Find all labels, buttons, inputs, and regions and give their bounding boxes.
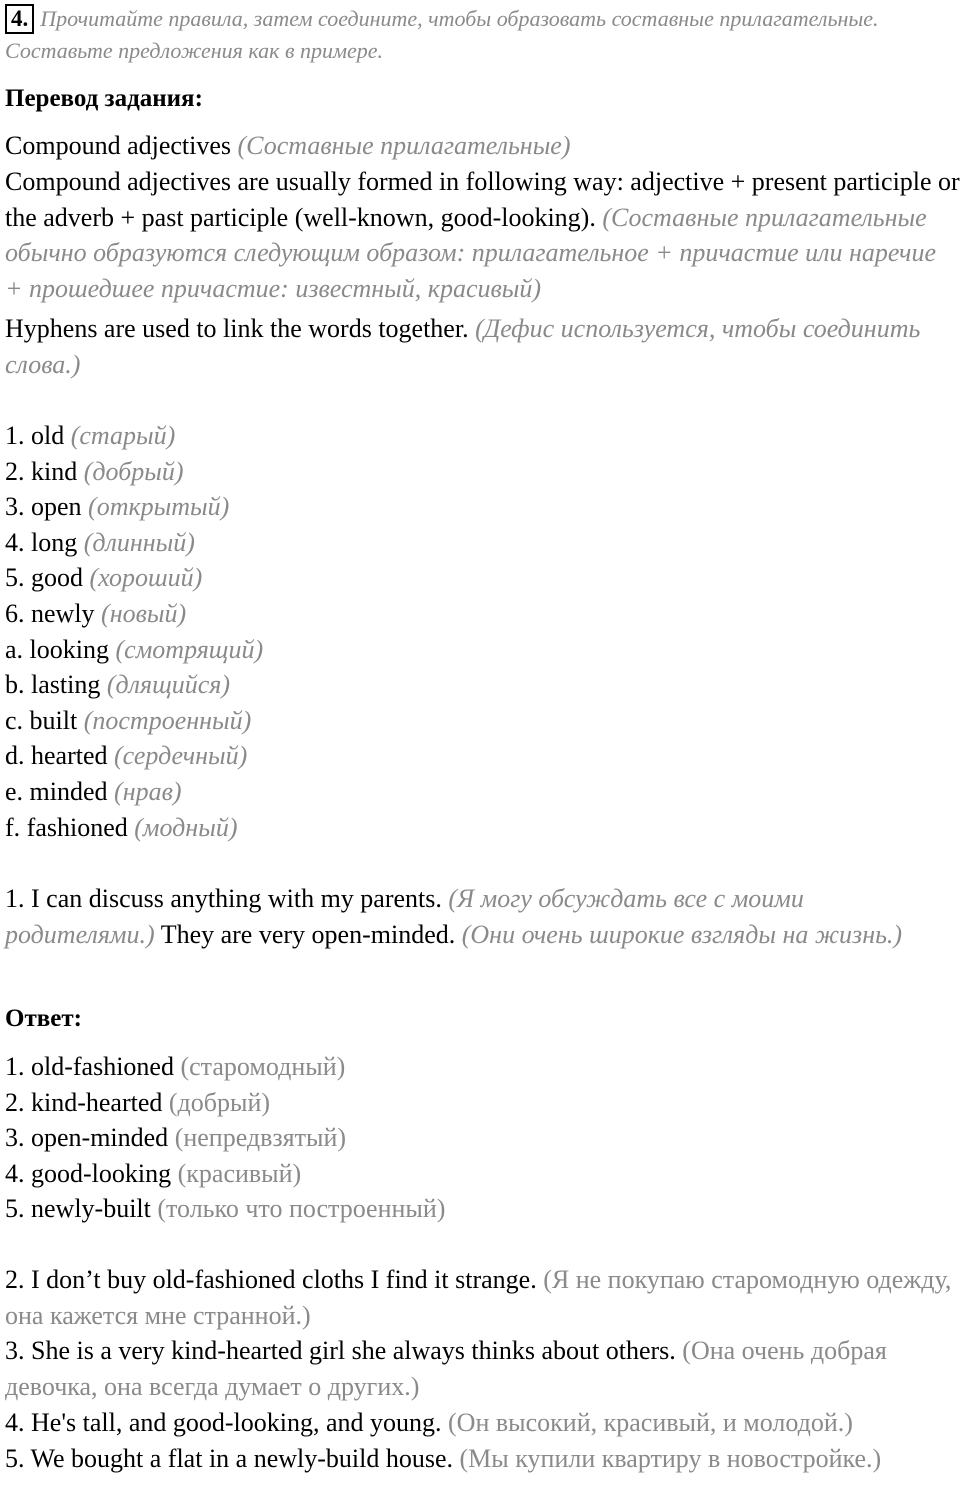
answer-sentence-en: 3. She is a very kind-hearted girl she always thinks about others. (5, 1336, 676, 1366)
word-part-item (5, 774, 263, 810)
answer-item (5, 1049, 445, 1085)
word-part-item-ru: (старый) (70, 421, 176, 450)
word-part-item (5, 525, 263, 561)
word-part-item-en: 3. open (5, 492, 82, 522)
task-number: 4. (5, 4, 34, 34)
answers-list (5, 1049, 445, 1227)
example-s1-ru: (Я могу обсуждать все с моими родителями.) (5, 884, 804, 949)
answer-item-en: 3. open-minded (5, 1123, 169, 1153)
word-part-item-ru: (модный) (134, 812, 238, 842)
word-part-item-en: b. lasting (5, 670, 101, 700)
word-part-item-ru: (построенный) (83, 705, 252, 735)
rule-hyphens (5, 311, 960, 382)
answer-sentence (5, 1405, 960, 1441)
rule-hyphens-en: Hyphens are used to link the words together. (5, 314, 469, 343)
word-part-item-ru: (смотрящий) (115, 634, 264, 664)
answer-item-ru: (старомодный) (180, 1052, 346, 1081)
word-part-item (5, 489, 263, 525)
word-part-item (5, 703, 263, 739)
word-part-item (5, 810, 263, 846)
answer-sentence-ru: (Он высокий, красивый, и молодой.) (448, 1407, 853, 1437)
translation-heading: Перевод задания: (5, 85, 203, 112)
example-s2-en: They are very open-minded. (160, 919, 456, 949)
word-part-item-ru: (открытый) (88, 492, 230, 522)
word-part-item-ru: (нрав) (114, 776, 182, 806)
answer-sentence-en: 2. I don’t buy old-fashioned cloths I find it strange. (5, 1265, 537, 1294)
answer-item-en: 4. good-looking (5, 1158, 172, 1188)
answer-sentence-en: 5. We bought a flat in a newly-build house. (5, 1443, 454, 1473)
answer-item (5, 1156, 445, 1192)
answer-heading: Ответ: (5, 1005, 82, 1032)
word-part-item-en: 6. newly (5, 598, 95, 628)
word-parts-list (5, 418, 263, 845)
rules-title (5, 128, 960, 164)
word-part-item (5, 596, 263, 632)
word-part-item (5, 632, 263, 668)
word-part-item-en: d. hearted (5, 741, 108, 771)
word-part-item-ru: (длинный) (83, 527, 195, 557)
word-part-item-en: 4. long (5, 527, 78, 557)
word-part-item-en: 2. kind (5, 456, 78, 486)
answer-sentence (5, 1262, 960, 1333)
rules-title-ru: (Составные прилагательные) (237, 131, 571, 160)
answer-sentence (5, 1441, 960, 1477)
rule-formation-en: Compound adjectives are usually formed in following way: adjective + present participle or the adverb + past participle (well-known, good-looking). (5, 167, 960, 232)
answer-sentence-en: 4. He's tall, and good-looking, and young. (5, 1407, 442, 1437)
word-part-item (5, 418, 263, 454)
rule-hyphens-ru: (Дефис используется, чтобы соединить слова.) (5, 314, 921, 379)
rule-formation-ru: (Составные прилагательные обычно образуются следующим образом: прилагательное + причастие или наречие + прошедшее причастие: известный, красивый) (5, 202, 936, 304)
word-part-item-ru: (длящийся) (106, 670, 230, 700)
answer-item-en: 1. old-fashioned (5, 1052, 174, 1081)
answer-item-ru: (только что построенный) (157, 1194, 446, 1224)
answer-item-ru: (добрый) (168, 1087, 271, 1117)
task-instruction (5, 3, 955, 67)
word-part-item-en: 5. good (5, 563, 83, 593)
answer-item (5, 1085, 445, 1121)
word-part-item-en: a. looking (5, 634, 109, 664)
rule-formation (5, 164, 960, 307)
rules-title-en: Compound adjectives (5, 131, 232, 160)
answer-sentence-ru: (Мы купили квартиру в новостройке.) (459, 1443, 882, 1473)
answer-item-ru: (непредвзятый) (174, 1123, 347, 1153)
word-part-item-ru: (сердечный) (114, 741, 248, 771)
word-part-item-en: e. minded (5, 776, 108, 806)
word-part-item (5, 454, 263, 490)
answer-sentence (5, 1333, 960, 1404)
word-part-item-ru: (новый) (101, 598, 187, 628)
task-instruction-text: Прочитайте правила, затем соедините, чтобы образовать составные прилагательные. Составьте предложения как в примере. (5, 6, 879, 63)
word-part-item-en: f. fashioned (5, 812, 128, 842)
example-s2-ru: (Они очень широкие взгляды на жизнь.) (461, 919, 903, 949)
answer-item-en: 5. newly-built (5, 1194, 151, 1224)
answer-sentence-ru: (Она очень добрая девочка, она всегда думает о других.) (5, 1336, 887, 1402)
word-part-item-en: 1. old (5, 421, 65, 450)
word-part-item (5, 667, 263, 703)
word-part-item-ru: (добрый) (83, 456, 184, 486)
example-s1-en: 1. I can discuss anything with my parents. (5, 884, 442, 913)
answer-item (5, 1191, 445, 1227)
example-sentence (5, 881, 960, 952)
word-part-item-ru: (хороший) (89, 563, 203, 593)
answer-item (5, 1120, 445, 1156)
word-part-item-en: c. built (5, 705, 78, 735)
answer-item-ru: (красивый) (177, 1158, 302, 1188)
word-part-item (5, 560, 263, 596)
word-part-item (5, 738, 263, 774)
answer-item-en: 2. kind-hearted (5, 1087, 163, 1117)
answer-sentences (5, 1262, 960, 1476)
answer-sentence-ru: (Я не покупаю старомодную одежду, она кажется мне странной.) (5, 1265, 952, 1330)
